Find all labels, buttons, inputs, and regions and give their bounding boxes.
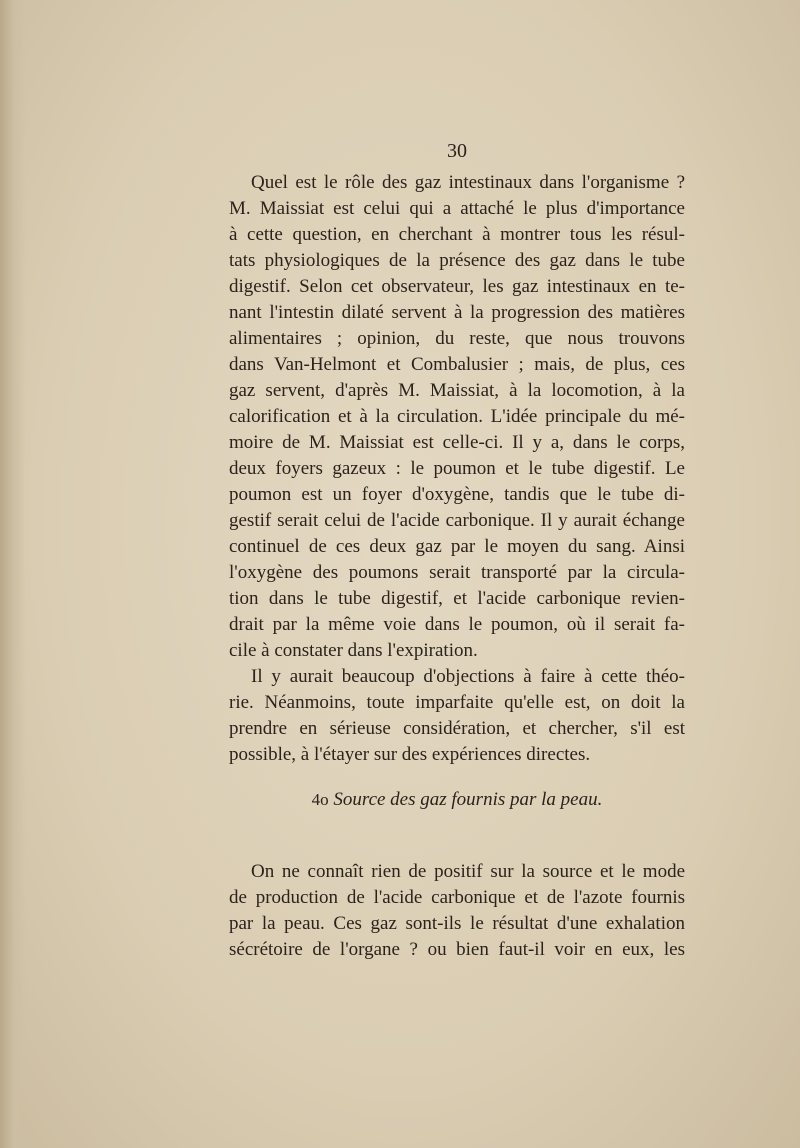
page-number: 30: [447, 140, 467, 162]
paragraph-3-line-4: sécrétoire de l'organe ? ou bien faut-il voir en eux, les: [229, 939, 685, 960]
paragraph-1-line-12: deux foyers gazeux : le poumon et le tube digestif. Le: [229, 458, 685, 479]
paragraph-2-line-1: Il y aurait beaucoup d'objections à faire à cette théo-: [251, 666, 685, 687]
paragraph-3-line-2: de production de l'acide carbonique et de l'azote fournis: [229, 887, 685, 908]
paragraph-1-line-2: M. Maissiat est celui qui a attaché le plus d'importance: [229, 198, 685, 219]
paragraph-1-line-9: gaz servent, d'après M. Maissiat, à la locomotion, à la: [229, 380, 685, 401]
paragraph-2-line-3: prendre en sérieuse considération, et chercher, s'il est: [229, 718, 685, 739]
paragraph-1-line-16: l'oxygène des poumons serait transporté par la circula-: [229, 562, 685, 583]
page-edge-shadow: [0, 0, 26, 1148]
paragraph-1-line-4: tats physiologiques de la présence des gaz dans le tube: [229, 250, 685, 271]
section-heading-text: Source des gaz fournis par la peau.: [333, 789, 603, 810]
section-heading: [229, 788, 685, 812]
paragraph-1-line-10: calorification et à la circulation. L'idée principale du mé-: [229, 406, 685, 427]
section-heading-number: 4o: [311, 790, 329, 809]
paragraph-1-line-18: drait par la même voie dans le poumon, où il serait fa-: [229, 614, 685, 635]
paragraph-1-line-19: cile à constater dans l'expiration.: [229, 640, 478, 661]
paragraph-1-line-15: continuel de ces deux gaz par le moyen du sang. Ainsi: [229, 536, 685, 557]
paragraph-1-line-5: digestif. Selon cet observateur, les gaz intestinaux en te-: [229, 276, 685, 297]
paragraph-3-line-1: On ne connaît rien de positif sur la source et le mode: [251, 861, 685, 882]
paragraph-1-line-17: tion dans le tube digestif, et l'acide carbonique revien-: [229, 588, 685, 609]
paragraph-3-line-3: par la peau. Ces gaz sont-ils le résultat d'une exhalation: [229, 913, 685, 934]
paragraph-1-line-3: à cette question, en cherchant à montrer tous les résul-: [229, 224, 685, 245]
paragraph-1-line-14: gestif serait celui de l'acide carbonique. Il y aurait échange: [229, 510, 685, 531]
paragraph-1-line-6: nant l'intestin dilaté servent à la progression des matières: [229, 302, 685, 323]
paragraph-2-line-2: rie. Néanmoins, toute imparfaite qu'elle est, on doit la: [229, 692, 685, 713]
paragraph-1-line-1: Quel est le rôle des gaz intestinaux dans l'organisme ?: [251, 172, 685, 193]
paragraph-1-line-7: alimentaires ; opinion, du reste, que nous trouvons: [229, 328, 685, 349]
paragraph-2-line-4: possible, à l'étayer sur des expériences directes.: [229, 744, 591, 765]
paragraph-1-line-13: poumon est un foyer d'oxygène, tandis que le tube di-: [229, 484, 685, 505]
paragraph-1-line-8: dans Van-Helmont et Combalusier ; mais, de plus, ces: [229, 354, 685, 375]
paragraph-1-line-11: moire de M. Maissiat est celle-ci. Il y a, dans le corps,: [229, 432, 685, 453]
